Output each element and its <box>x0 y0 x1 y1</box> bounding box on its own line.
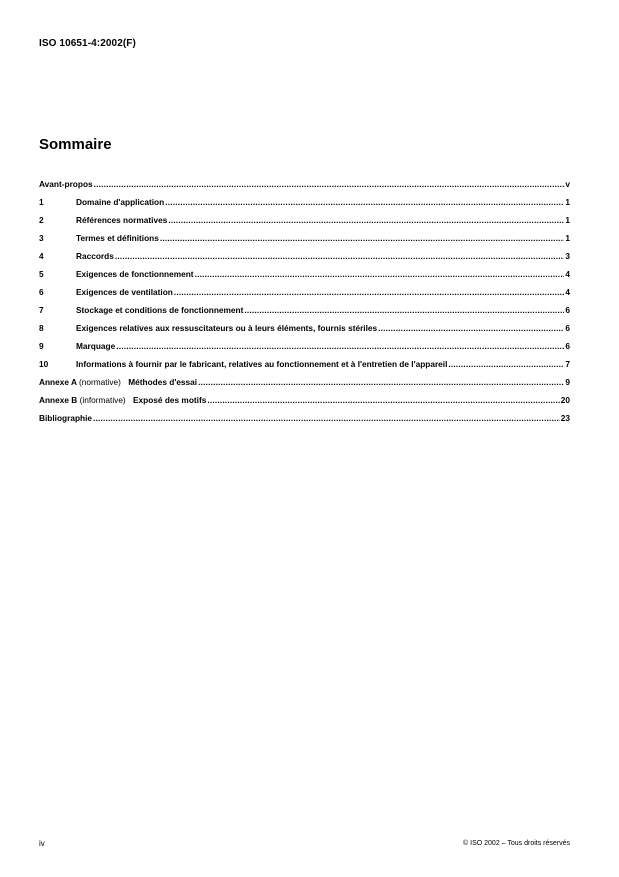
toc-entry-9[interactable] <box>39 337 570 355</box>
toc-dot-leader <box>94 175 565 193</box>
toc-title: Sommaire <box>39 136 112 153</box>
toc-dot-leader <box>115 247 565 265</box>
toc-dot-leader <box>448 355 564 373</box>
toc-entry-label: Marquage <box>76 341 116 351</box>
toc-entry-6[interactable] <box>39 283 570 301</box>
toc-entry-4[interactable] <box>39 247 570 265</box>
toc-dot-leader <box>174 283 565 301</box>
toc-entry-page: 1 <box>565 233 570 243</box>
toc-entry-avant-propos[interactable] <box>39 175 570 193</box>
toc-entry-annexe-a[interactable] <box>39 373 570 391</box>
toc-entry-label: Termes et définitions <box>76 233 159 243</box>
toc-entry-page: 20 <box>560 395 570 405</box>
toc-entry-label: Références normatives <box>76 215 168 225</box>
table-of-contents <box>39 175 570 427</box>
toc-entry-label: Stockage et conditions de fonctionnement <box>76 305 244 315</box>
toc-entry-page: 6 <box>565 341 570 351</box>
toc-entry-bibliographie[interactable] <box>39 409 570 427</box>
toc-dot-leader <box>244 301 564 319</box>
toc-entry-page: 23 <box>560 413 570 423</box>
toc-entry-annexe-b[interactable] <box>39 391 570 409</box>
toc-entry-page: 9 <box>565 377 570 387</box>
toc-entry-8[interactable] <box>39 319 570 337</box>
toc-entry-page: 4 <box>565 269 570 279</box>
toc-entry-page: 1 <box>565 215 570 225</box>
toc-entry-number: 2 <box>39 215 44 225</box>
annex-name: Annexe B <box>39 395 78 405</box>
toc-dot-leader <box>207 391 559 409</box>
toc-entry-label <box>39 373 197 391</box>
toc-entry-label: Avant-propos <box>39 179 93 189</box>
toc-entry-label: Exigences de fonctionnement <box>76 269 194 279</box>
copyright-notice: © ISO 2002 – Tous droits réservés <box>463 840 570 847</box>
toc-entry-label: Informations à fournir par le fabricant, relatives au fonctionnement et à l'entretien de l'appareil <box>76 359 448 369</box>
toc-entry-page: 4 <box>565 287 570 297</box>
toc-entry-number: 10 <box>39 359 49 369</box>
toc-entry-page: v <box>565 179 570 189</box>
page-number: iv <box>39 839 45 848</box>
toc-entry-7[interactable] <box>39 301 570 319</box>
toc-entry-label: Bibliographie <box>39 413 93 423</box>
toc-entry-label: Exigences relatives aux ressuscitateurs ou à leurs éléments, fournis stériles <box>76 323 378 333</box>
toc-entry-number: 4 <box>39 251 44 261</box>
toc-entry-page: 6 <box>565 305 570 315</box>
annex-name: Annexe A <box>39 377 77 387</box>
toc-entry-number: 8 <box>39 323 44 333</box>
toc-dot-leader <box>378 319 564 337</box>
annex-title: Exposé des motifs <box>133 395 207 405</box>
toc-entry-3[interactable] <box>39 229 570 247</box>
toc-dot-leader <box>116 337 564 355</box>
toc-dot-leader <box>93 409 560 427</box>
document-identifier: ISO 10651-4:2002(F) <box>39 38 136 49</box>
toc-entry-number: 7 <box>39 305 44 315</box>
toc-entry-label: Exigences de ventilation <box>76 287 173 297</box>
annex-type: (informative) <box>79 395 126 405</box>
toc-entry-page: 6 <box>565 323 570 333</box>
toc-entry-number: 6 <box>39 287 44 297</box>
toc-entry-number: 5 <box>39 269 44 279</box>
toc-dot-leader <box>168 211 564 229</box>
toc-entry-label <box>39 391 206 409</box>
toc-entry-page: 7 <box>565 359 570 369</box>
toc-entry-page: 1 <box>565 197 570 207</box>
annex-type: (normative) <box>78 377 121 387</box>
annex-title: Méthodes d'essai <box>128 377 198 387</box>
toc-entry-label: Domaine d'application <box>76 197 165 207</box>
toc-entry-5[interactable] <box>39 265 570 283</box>
toc-dot-leader <box>160 229 565 247</box>
toc-entry-2[interactable] <box>39 211 570 229</box>
toc-entry-number: 1 <box>39 197 44 207</box>
toc-dot-leader <box>165 193 564 211</box>
toc-entry-page: 3 <box>565 251 570 261</box>
toc-entry-10[interactable] <box>39 355 570 373</box>
toc-dot-leader <box>198 373 564 391</box>
toc-entry-label: Raccords <box>76 251 114 261</box>
toc-entry-1[interactable] <box>39 193 570 211</box>
toc-dot-leader <box>195 265 565 283</box>
toc-entry-number: 9 <box>39 341 44 351</box>
toc-entry-number: 3 <box>39 233 44 243</box>
